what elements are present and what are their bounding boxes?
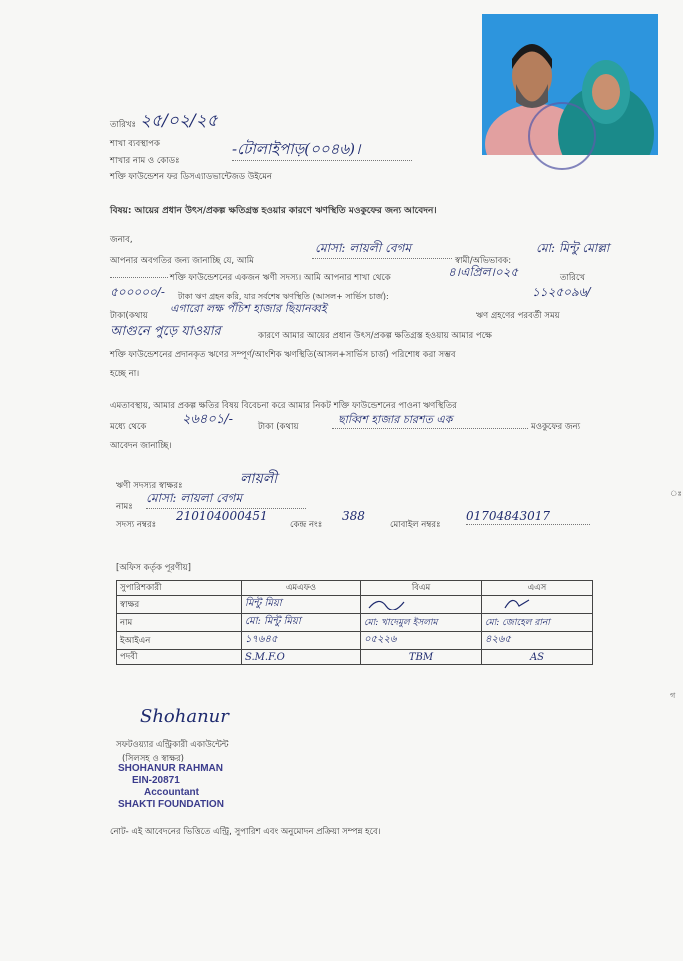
bm-ein: ০৫২২৬ bbox=[361, 632, 482, 650]
date-value: ২৫/০২/২৫ bbox=[140, 111, 218, 131]
waive-words-hand: ছাব্বিশ হাজার চারশত এক bbox=[338, 413, 453, 426]
office-table bbox=[116, 580, 593, 665]
accountant-role: সফটওয়্যার এন্ট্রিকারী একাউন্টেন্ট bbox=[116, 740, 229, 750]
para2-from-label: মধ্যে থেকে bbox=[110, 422, 147, 432]
para2-line1: এমতাবস্থায়, আমার প্রকল্প ক্ষতির বিষয় বিবেচনা করে আমার নিকট শক্তি ফাউন্ডেশনের পাওনা ঋণস্থিতির bbox=[110, 401, 457, 411]
bm-name: মো: খাদেমুল ইসলাম bbox=[361, 614, 482, 632]
balance-hand: ১১২৫০৯৬/ bbox=[532, 285, 591, 299]
subject: বিষয়: আয়ের প্রধান উৎস/প্রকল্প ক্ষতিগ্রস্ত হওয়ার কারণে ঋণস্থিতি মওকুফের জন্য আবেদন। bbox=[110, 206, 437, 216]
para1-line3-end: ঋণ গ্রহণের পরবর্তী সময় bbox=[476, 311, 560, 321]
mobile-label: মোবাইল নম্বরঃ bbox=[390, 520, 441, 530]
member-no-value: 210104000451 bbox=[176, 509, 268, 523]
row-label: পদবী bbox=[117, 650, 242, 665]
taka-words-label-2: টাকা (কথায় bbox=[258, 422, 299, 432]
footer-note: নোট- এই আবেদনের ভিত্তিতে এন্ট্রি, সুপারিশ এবং অনুমোদন প্রক্রিয়া সম্পন্ন হবে। bbox=[110, 827, 381, 837]
accountant-name: SHOHANUR RAHMAN bbox=[118, 763, 223, 774]
bm-signature-mark bbox=[364, 596, 424, 610]
mobile-value: 01704843017 bbox=[466, 509, 550, 523]
para1-line3: টাকা ঋণ গ্রহন করি, যার সর্বশেষ ঋণস্থিতি (আসল+ সার্ভিস চার্জ): bbox=[178, 292, 389, 301]
center-label: কেন্দ্র নংঃ bbox=[290, 520, 323, 530]
para1-line6: হচ্ছে না। bbox=[110, 369, 140, 379]
salutation: জনাব, bbox=[110, 235, 133, 245]
amount-words-hand: এগারো লক্ষ পঁচিশ হাজার ছিয়ানব্বই bbox=[170, 302, 327, 315]
office-stamp bbox=[528, 102, 596, 170]
husband-name-hand: মো: মিন্টু মোল্লা bbox=[536, 241, 610, 255]
para1-line5: শক্তি ফাউন্ডেশনের প্রদানকৃত ঋণের সম্পূর্ণ/আংশিক ঋণস্থিতি(আসল+সার্ভিস চার্জ) পরিশোধ করা সম্ভব bbox=[110, 350, 456, 360]
taka-words-label: টাকা(কথায় bbox=[110, 311, 148, 321]
member-name-value: মোসা: লায়লা বেগম bbox=[146, 491, 243, 505]
bm-signature bbox=[361, 596, 482, 614]
row-label: স্বাক্ষর bbox=[117, 596, 242, 614]
para1-line4: কারণে আমার আয়ের প্রধান উৎস/প্রকল্প ক্ষতিগ্রস্ত হওয়ায় আমার পক্ষে bbox=[258, 331, 492, 341]
para1-line2: শক্তি ফাউন্ডেশনের একজন ঋণী সদস্য। আমি আপনার শাখা থেকে bbox=[170, 273, 391, 283]
mfo-signature: মিন্টু মিয়া bbox=[242, 596, 361, 614]
bm-designation: TBM bbox=[361, 650, 482, 665]
org-line: শক্তি ফাউন্ডেশন ফর ডিসএ্যাডভান্টেজড উইমেন bbox=[110, 172, 272, 182]
date-label: তারিখঃ bbox=[110, 120, 137, 130]
member-name-label: নামঃ bbox=[116, 502, 133, 512]
waive-suffix: মওকুফের জন্য bbox=[531, 422, 581, 432]
center-value: 388 bbox=[342, 509, 365, 523]
accountant-seal bbox=[118, 763, 224, 811]
office-col-recommender: সুপারিশকারী bbox=[117, 581, 242, 596]
para2-line3: আবেদন জানাচ্ছি। bbox=[110, 441, 172, 451]
waive-amount-hand: ২৬৪০১/- bbox=[182, 412, 234, 427]
office-title: [অফিস কর্তৃক পূরণীয়] bbox=[116, 563, 191, 573]
office-header-row bbox=[117, 581, 593, 596]
branch-manager-label: শাখা ব্যবস্থাপক bbox=[110, 139, 160, 149]
branch-name-label: শাখার নাম ও কোডঃ bbox=[110, 156, 180, 166]
cause-hand: আগুনে পুড়ে যাওয়ার bbox=[110, 324, 221, 339]
loan-date-hand: ৪।এপ্রিল।০২৫ bbox=[448, 265, 519, 279]
accountant-signature: Shohanur bbox=[140, 706, 229, 727]
member-name-hand: মোসা: লায়লী বেগম bbox=[315, 241, 412, 255]
seal-label: (সিলসহ ও স্বাক্ষর) bbox=[122, 754, 184, 764]
mfo-ein: ১৭৬৪৫ bbox=[242, 632, 361, 650]
office-col-as: এএস bbox=[482, 581, 593, 596]
as-ein: ৪২৬৫ bbox=[482, 632, 593, 650]
mfo-designation: S.M.F.O bbox=[242, 650, 361, 665]
as-name: মো: জোহেল রানা bbox=[482, 614, 593, 632]
office-row-ein bbox=[117, 632, 593, 650]
para1-intro: আপনার অবগতির জন্য জানাচ্ছি যে, আমি bbox=[110, 256, 254, 266]
as-signature bbox=[482, 596, 593, 614]
date-suffix: তারিখে bbox=[560, 273, 585, 283]
member-no-label: সদস্য নম্বরঃ bbox=[116, 520, 157, 530]
office-row-signature bbox=[117, 596, 593, 614]
as-signature-mark bbox=[485, 596, 545, 610]
edge-mark: গ bbox=[670, 691, 676, 700]
office-col-bm: বিএম bbox=[361, 581, 482, 596]
husband-label: স্বামী/অভিভাবক: bbox=[455, 256, 512, 266]
row-label: নাম bbox=[117, 614, 242, 632]
accountant-org: SHAKTI FOUNDATION bbox=[118, 799, 224, 810]
branch-name-value: -টোলাইপাড়(০০৪৬)। bbox=[232, 140, 361, 158]
as-designation: AS bbox=[482, 650, 593, 665]
accountant-ein: EIN-20871 bbox=[132, 775, 180, 786]
row-label: ইআইএন bbox=[117, 632, 242, 650]
member-signature: লায়লী bbox=[240, 471, 278, 487]
office-col-mfo: এমএফও bbox=[242, 581, 361, 596]
member-signature-label: ঋণী সদস্যর স্বাক্ষরঃ bbox=[116, 481, 183, 491]
accountant-title: Accountant bbox=[144, 787, 199, 798]
loan-amount-hand: ৫০০০০০/- bbox=[110, 285, 165, 299]
office-row-name bbox=[117, 614, 593, 632]
edge-mark: ঃ bbox=[670, 489, 682, 498]
office-row-designation bbox=[117, 650, 593, 665]
mfo-name: মো: মিন্টু মিয়া bbox=[242, 614, 361, 632]
